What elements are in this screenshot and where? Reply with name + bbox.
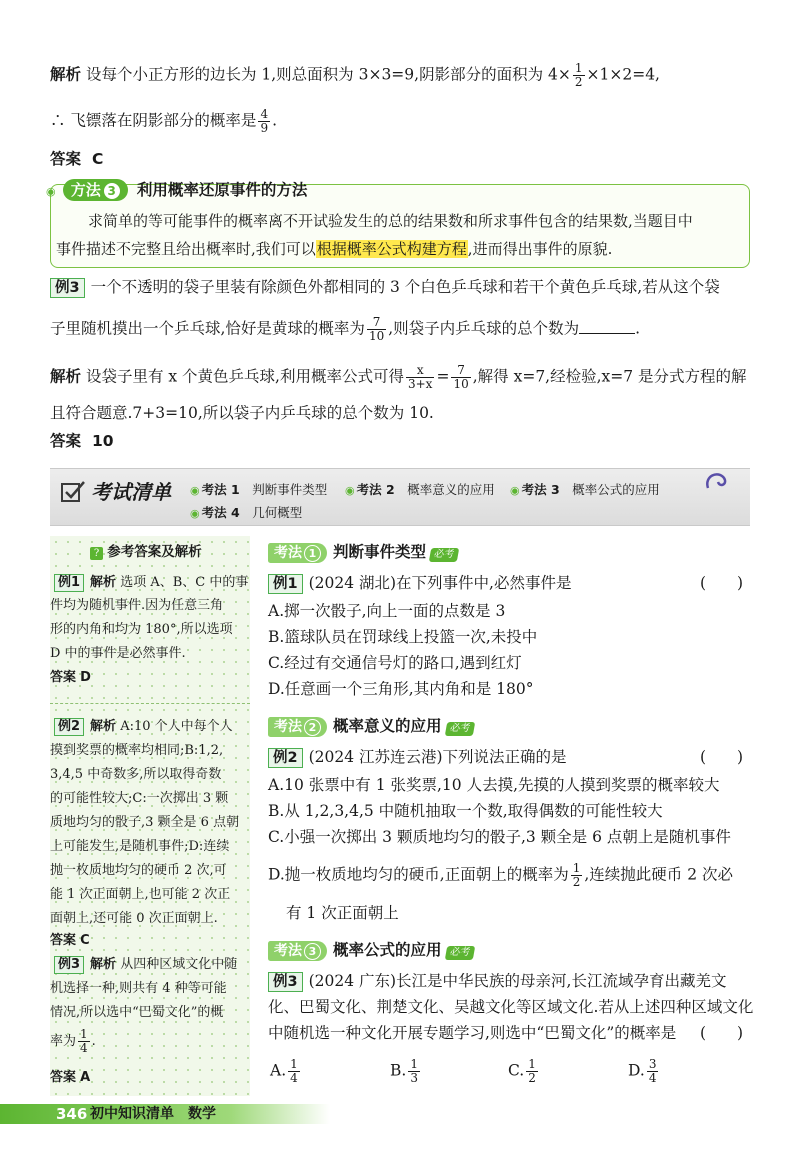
method-pill: 考法 3 <box>268 941 327 961</box>
required-stamp: 必考 <box>444 722 474 736</box>
answer-blank <box>579 319 635 334</box>
q1-option-a: A.掷一次骰子,向上一面的点数是 3 <box>268 602 506 620</box>
left-ex2-line-4: 的可能性较大;C:一次掷出 3 颗 <box>50 791 229 806</box>
method-2-header: 考法 2 概率意义的应用 必考 <box>268 714 474 737</box>
left-ex1-line-4: D 中的事件是必然事件. <box>50 646 186 661</box>
method-pill: 考法 1 <box>268 543 327 563</box>
q1-option-c: C.经过有交通信号灯的路口,遇到红灯 <box>268 654 522 672</box>
fraction: $\frac{7}{10}$ <box>368 315 385 343</box>
q2-option-b: B.从 1,2,3,4,5 中随机抽取一个数,取得偶数的可能性较大 <box>268 802 663 820</box>
fraction: $\frac{1}{2}$ <box>574 61 583 89</box>
left-ex2-line-8: 能 1 次正面朝上,也可能 2 次正 <box>50 887 231 902</box>
answer-label: 答案 <box>50 150 82 168</box>
bullet-icon: ◉ <box>46 185 56 198</box>
q1-answer-paren: ( ) <box>700 574 744 592</box>
divider <box>50 703 250 704</box>
key-icon: ? <box>90 547 103 560</box>
left-ex2-line-5: 质地均匀的骰子,3 颗全是 6 点朝 <box>50 815 240 830</box>
q2-stem: 例2 (2024 江苏连云港)下列说法正确的是 <box>268 746 567 768</box>
left-ex2-line-6: 上可能发生,是随机事件;D:连续 <box>50 839 230 854</box>
method-text-2: 事件描述不完整且给出概率时,我们可以根据概率公式构建方程,进而得出事件的原貌. <box>56 240 613 258</box>
solution-label: 解析 <box>50 65 82 84</box>
left-ex2-line-9: 面朝上,还可能 0 次正面朝上. <box>50 911 218 926</box>
left-ex2-line-7: 抛一枚质地均匀的硬币 2 次,可 <box>50 863 227 878</box>
left-ex3-line-3: 情况,所以选中“巴蜀文化”的概 <box>50 1005 224 1020</box>
left-ex3-line-1: 例3 解析 从四种区域文化中随 <box>54 953 237 977</box>
left-ex2-line-3: 3,4,5 中奇数多,所以取得奇数 <box>50 767 222 782</box>
answer-label: 答案 <box>50 432 82 450</box>
solution-label: 解析 <box>50 367 82 386</box>
q2-option-a: A.10 张票中有 1 张奖票,10 人去摸,先摸的人摸到奖票的概率较大 <box>268 776 720 794</box>
q3-line-2: 化、巴蜀文化、荆楚文化、吴越文化等区域文化.若从上述四种区域文化 <box>268 998 754 1016</box>
fraction: $\frac{4}{9}$ <box>260 107 269 135</box>
q2-answer-paren: ( ) <box>700 748 744 766</box>
left-ex1-answer: 答案 D <box>50 670 91 685</box>
method-pill: 考法 2 <box>268 717 327 737</box>
exam-list-title: 考试清单 <box>60 476 171 505</box>
example-3-line-2: 子里随机摸出一个乒乓球,恰好是黄球的概率为 $\frac{7}{10}$ ,则袋子内乒乓球的总个数为 . <box>50 315 641 343</box>
q3-line-3: 中随机选一种文化开展专题学习,则选中“巴蜀文化”的概率是 <box>268 1024 677 1042</box>
swirl-decoration-icon <box>700 466 740 496</box>
q1-option-d: D.任意画一个三角形,其内角和是 180° <box>268 680 534 698</box>
top-solution-line-2: ∴ 飞镖落在阴影部分的概率是 $\frac{4}{9}$ . <box>50 107 278 135</box>
method-header <box>46 178 307 201</box>
page-number: 346 <box>56 1105 88 1123</box>
q3-option-c: C. $\frac{1}{2}$ <box>508 1057 536 1085</box>
q3-option-b: B. $\frac{1}{3}$ <box>390 1057 418 1085</box>
exam-method-4: ◉ 考法 4 几何概型 <box>190 505 303 520</box>
left-ex2-line-1: 例2 解析 A:10 个人中每个人 <box>54 715 233 739</box>
top-solution-line-1: 解析 设每个小正方形的边长为 1,则总面积为 3×3=9,阴影部分的面积为 4× $\frac{1}{2}$ ×1×2=4, <box>50 61 660 89</box>
fraction: $\frac{x}{3+x}$ <box>407 363 433 391</box>
q3-answer-paren: ( ) <box>700 1024 744 1042</box>
method-text-1: 求简单的等可能事件的概率离不开试验发生的总的结果数和所求事件包含的结果数,当题目中 <box>88 212 693 230</box>
answer-value: 10 <box>91 432 114 450</box>
q2-option-d-cont: 有 1 次正面朝上 <box>286 904 399 922</box>
q2-option-c: C.小强一次掷出 3 颗质地均匀的骰子,3 颗全是 6 点朝上是随机事件 <box>268 828 731 846</box>
example-3-solution-1: 解析 设袋子里有 x 个黄色乒乓球,利用概率公式可得 $\frac{x}{3+x}$ = $\frac{7}{10}$ ,解得 x=7,经检验,x=7 是分式方程的解 <box>50 363 747 391</box>
highlighted-text: 根据概率公式构建方程 <box>316 240 467 258</box>
required-stamp: 必考 <box>444 946 474 960</box>
left-ex3-answer: 答案 A <box>50 1070 91 1085</box>
exam-method-2: ◉ 考法 2 概率意义的应用 <box>345 482 495 497</box>
example-tag: 例3 <box>50 278 85 298</box>
example-3-solution-2: 且符合题意.7+3=10,所以袋子内乒乓球的总个数为 10. <box>50 404 434 422</box>
method-pill: 方法 3 <box>63 179 128 201</box>
top-answer <box>50 148 103 170</box>
left-ex1-line-3: 形的内角和均为 180°,所以选项 <box>50 622 233 637</box>
required-stamp: 必考 <box>429 548 459 562</box>
method-title: 利用概率还原事件的方法 <box>136 181 308 199</box>
q1-option-b: B.篮球队员在罚球线上投篮一次,未投中 <box>268 628 538 646</box>
example-3-line-1: 例3 一个不透明的袋子里装有除颜色外都相同的 3 个白色乒乓球和若干个黄色乒乓球,若从这个袋 <box>50 276 720 298</box>
footer-title: 初中知识清单 数学 <box>90 1106 216 1122</box>
checkbox-icon <box>60 479 86 503</box>
q3-option-d: D. $\frac{3}{4}$ <box>628 1057 657 1085</box>
q3-line-1: 例3 (2024 广东)长江是中华民族的母亲河,长江流域孕育出藏羌文 <box>268 970 727 992</box>
exam-method-1: ◉ 考法 1 判断事件类型 <box>190 482 328 497</box>
answer-column-header: ? 参考答案及解析 <box>90 540 202 560</box>
q2-option-d: D.抛一枚质地均匀的硬币,正面朝上的概率为 $\frac{1}{2}$ ,连续抛此硬币 2 次必 <box>268 861 734 889</box>
left-ex1-line-1: 例1 解析 选项 A、B、C 中的事 <box>54 571 248 595</box>
method-3-header: 考法 3 概率公式的应用 必考 <box>268 938 474 961</box>
method-1-header: 考法 1 判断事件类型 必考 <box>268 540 458 563</box>
exam-method-3: ◉ 考法 3 概率公式的应用 <box>510 482 660 497</box>
answer-value: C <box>91 150 104 168</box>
left-ex2-answer: 答案 C <box>50 933 90 948</box>
left-ex3-line-4: 率为 $\frac{1}{4}$ . <box>50 1027 96 1055</box>
left-ex1-line-2: 件均为随机事件.因为任意三角 <box>50 598 224 613</box>
fraction: $\frac{7}{10}$ <box>453 363 469 391</box>
left-ex2-line-2: 摸到奖票的概率均相同;B:1,2, <box>50 743 224 758</box>
q1-stem: 例1 (2024 湖北)在下列事件中,必然事件是 <box>268 572 572 594</box>
example-3-answer <box>50 430 114 452</box>
left-ex3-line-2: 机选择一种,则共有 4 种等可能 <box>50 981 227 996</box>
q3-option-a: A. $\frac{1}{4}$ <box>270 1057 298 1085</box>
